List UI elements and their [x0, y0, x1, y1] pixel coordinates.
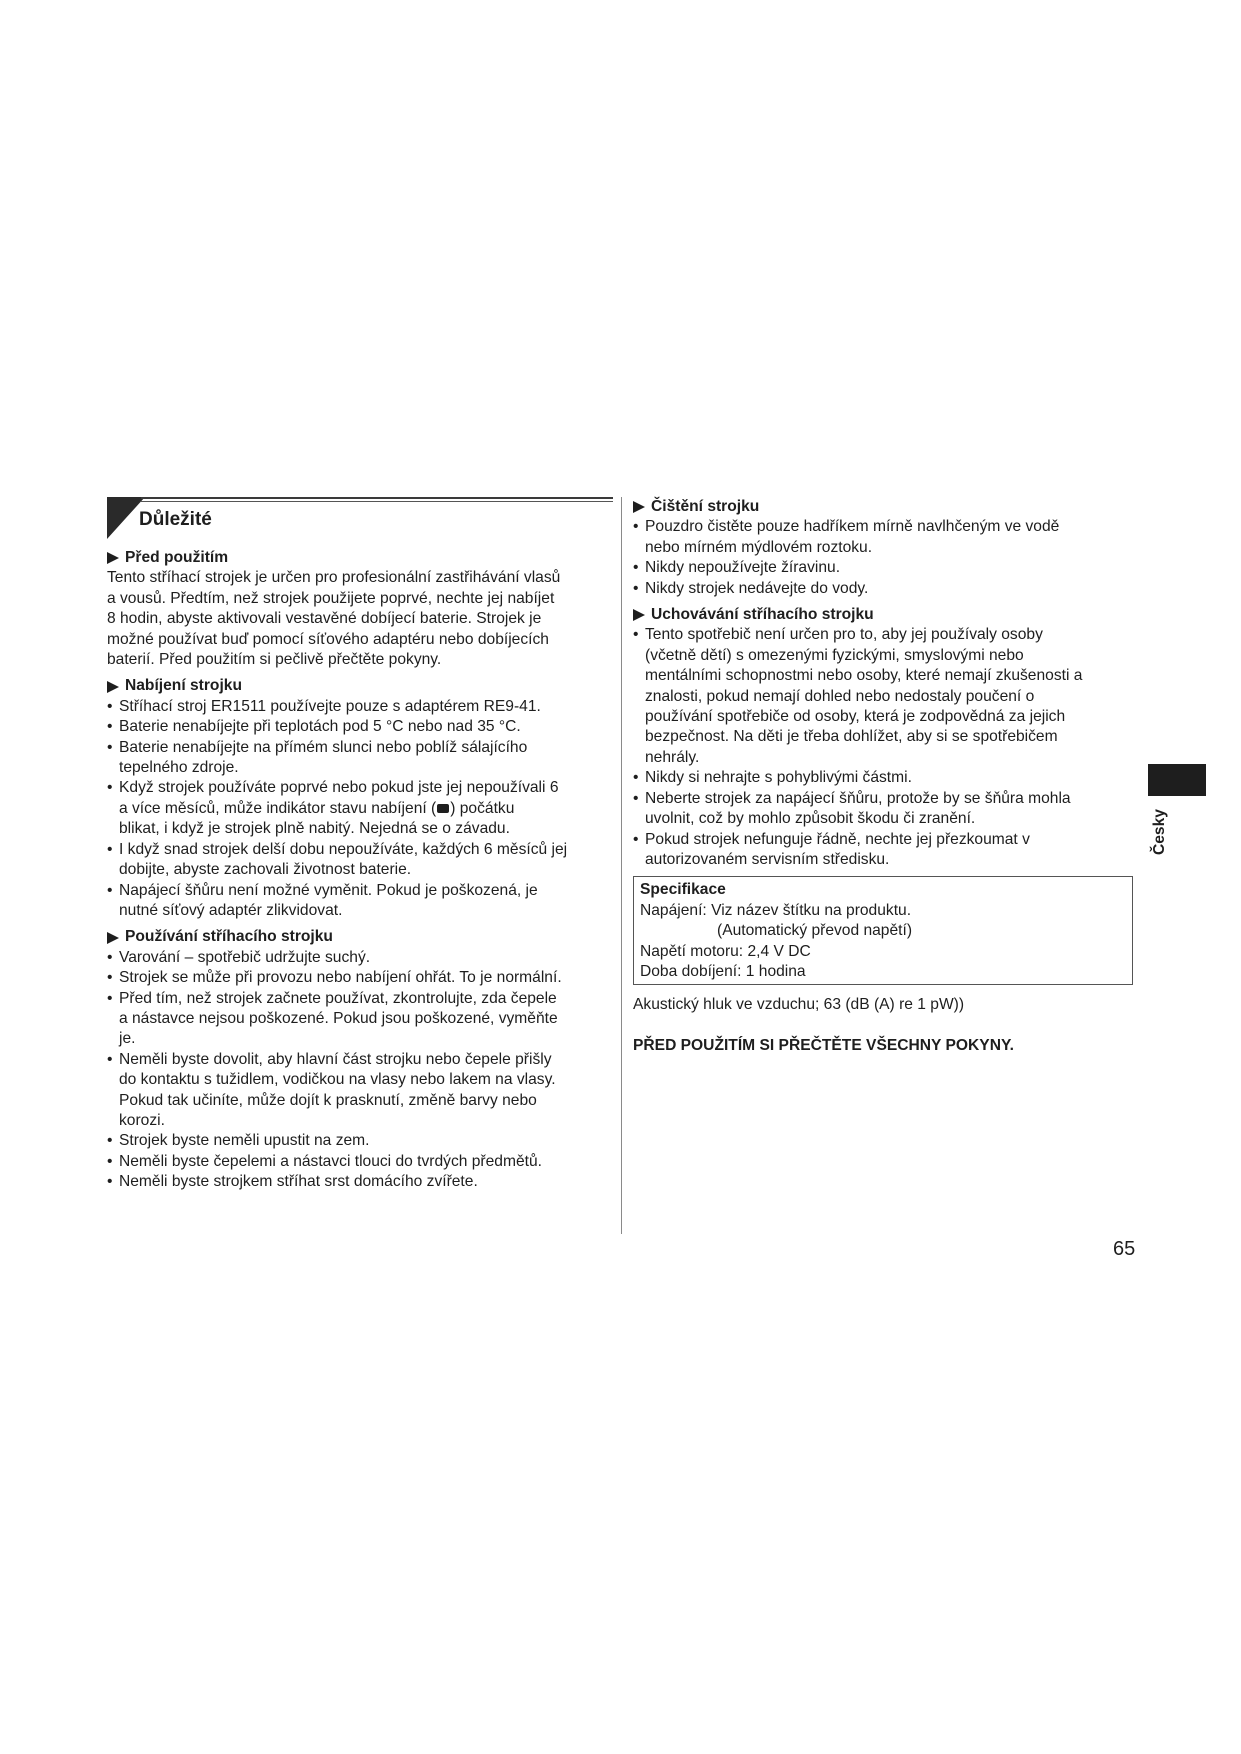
heading-title: Důležité — [139, 509, 212, 530]
list-item: • Napájecí šňůru není možné vyměnit. Pokud je poškozená, je nutné síťový adaptér zlikvidovat. — [107, 881, 612, 922]
list-item: • Neberte strojek za napájecí šňůru, protože by se šňůra mohla uvolnit, což by mohlo způsobit škodu či zranění. — [633, 789, 1133, 830]
column-divider — [621, 497, 622, 1234]
page-number: 65 — [1113, 1238, 1136, 1260]
list-item: • Stříhací stroj ER1511 používejte pouze s adaptérem RE9-41. — [107, 697, 612, 717]
list-item: • Neměli byste čepelemi a nástavci tlouci do tvrdých předmětů. — [107, 1152, 612, 1172]
using-list — [107, 948, 612, 1193]
triangle-bullet-icon — [107, 681, 119, 693]
list-item: • Pokud strojek nefunguje řádně, nechte jej přezkoumat v autorizovaném servisním středisku. — [633, 830, 1133, 871]
spec-box — [633, 876, 1133, 985]
before-use-title: Před použitím — [107, 548, 612, 568]
spec-power: Napájení: Viz název štítku na produktu. — [640, 901, 912, 919]
list-item: • Strojek byste neměli upustit na zem. — [107, 1131, 612, 1151]
list-item: • Když strojek používáte poprvé nebo pokud jste jej nepoužívali 6 a více měsíců, může indikátor stavu nabíjení ( ) počátku blikat, i když je strojek plně nabitý. Nejedná se o závadu. — [107, 778, 612, 839]
list-item: • Tento spotřebič není určen pro to, aby jej používaly osoby (včetně dětí) s omezenými fyzickými, smyslovými nebo mentálními schopnostmi nebo osoby, které nemají zkušenosti a znalosti, pokud nemají dohled nebo nedostaly poučení o používání spotřebiče od osoby, která je zodpovědná za jejich bezpečnost. Na děti je třeba dohlížet, aby si se spotřebičem nehrály. — [633, 625, 1133, 768]
triangle-bullet-icon — [107, 932, 119, 944]
triangle-bullet-icon — [107, 552, 119, 564]
right-column — [633, 497, 1133, 1056]
read-all-notice: PŘED POUŽITÍM SI PŘEČTĚTE VŠECHNY POKYNY. — [633, 1036, 1014, 1054]
list-item: • Pouzdro čistěte pouze hadříkem mírně navlhčeným ve vodě nebo mírném mýdlovém roztoku. — [633, 517, 1133, 558]
before-use-text: Tento stříhací strojek je určen pro profesionální zastřihávání vlasů a vousů. Předtím, než strojek použijete poprvé, nechte jej nabíjet 8 hodin, abyste aktivovali vestavěné dobíjecí baterie. Strojek je možné používat buď pomocí síťového adaptéru nebo dobíjecích baterií. Před použitím si pečlivě přečtěte pokyny. — [107, 569, 561, 669]
heading-rule — [141, 497, 613, 499]
list-item: • Před tím, než strojek začnete používat, zkontrolujte, zda čepele a nástavce nejsou poškozené. Pokud jsou poškozené, vyměňte je. — [107, 989, 612, 1050]
section-heading — [107, 497, 613, 539]
storage-list — [633, 625, 1133, 870]
spec-title: Specifikace — [640, 881, 726, 899]
cleaning-list — [633, 517, 1133, 599]
list-item: • Varování – spotřebič udržujte suchý. — [107, 948, 612, 968]
language-tab-marker — [1148, 764, 1206, 796]
list-item: • Neměli byste dovolit, aby hlavní část strojku nebo čepele přišly do kontaktu s tužidlem, vodičkou na vlasy nebo lakem na vlasy. Pokud tak učiníte, může dojít k prasknutí, změně barvy nebo korozi. — [107, 1050, 612, 1132]
list-item: • Baterie nenabíjejte při teplotách pod 5 °C nebo nad 35 °C. — [107, 717, 612, 737]
heading-rule-thin — [141, 501, 613, 502]
list-item: • Baterie nenabíjejte na přímém slunci nebo poblíž sálajícího tepelného zdroje. — [107, 738, 612, 779]
charging-list — [107, 697, 612, 921]
list-item: • Neměli byste strojkem stříhat srst domácího zvířete. — [107, 1172, 612, 1192]
list-item: • Nikdy strojek nedávejte do vody. — [633, 579, 1133, 599]
list-item: • Nikdy si nehrajte s pohyblivými částmi. — [633, 768, 1133, 788]
spec-motor: Napětí motoru: 2,4 V DC — [640, 942, 811, 960]
battery-icon — [437, 804, 449, 813]
using-title: Používání stříhacího strojku — [107, 927, 612, 947]
storage-title: Uchovávání stříhacího strojku — [633, 605, 1133, 625]
spec-charge-time: Doba dobíjení: 1 hodina — [640, 962, 806, 980]
charging-title: Nabíjení strojku — [107, 676, 612, 696]
language-label: Česky — [1151, 809, 1168, 855]
triangle-bullet-icon — [633, 501, 645, 513]
spec-power-sub: (Automatický převod napětí) — [717, 922, 913, 940]
left-column — [107, 548, 612, 1193]
list-item: • Nikdy nepoužívejte žíravinu. — [633, 558, 1133, 578]
triangle-bullet-icon — [633, 609, 645, 621]
list-item: • I když snad strojek delší dobu nepoužíváte, každých 6 měsíců jej dobijte, abyste zachovali životnost baterie. — [107, 840, 612, 881]
noise-text: Akustický hluk ve vzduchu; 63 (dB (A) re 1 pW)) — [633, 996, 965, 1014]
cleaning-title: Čištění strojku — [633, 497, 1133, 517]
list-item: • Strojek se může při provozu nebo nabíjení ohřát. To je normální. — [107, 968, 612, 988]
